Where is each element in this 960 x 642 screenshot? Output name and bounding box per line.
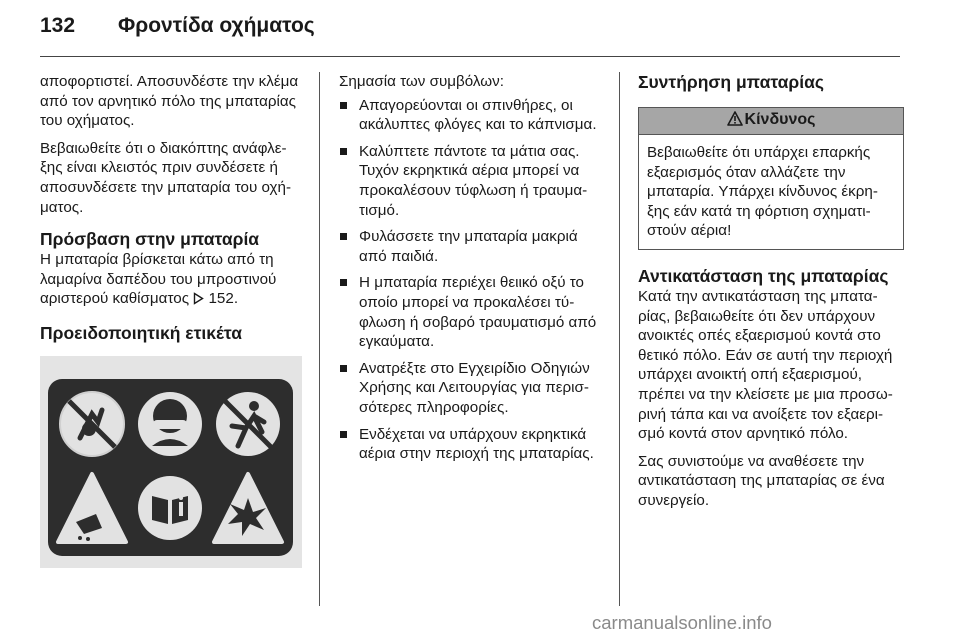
list-item (339, 359, 607, 418)
header-divider (40, 56, 900, 57)
list-item (339, 96, 607, 135)
list-item (339, 142, 607, 220)
page-reference-number: 152. (208, 290, 239, 308)
list-item-text: Η μπαταρία περιέχει θειικό οξύ το οποίο μπορεί να προκαλέσει τύ- φλωση ή σοβαρό τραυματισμό από εγκαύματα. (359, 274, 597, 351)
column-middle (339, 72, 607, 471)
column-divider-2 (619, 72, 620, 606)
watermark: carmanualsonline.info (592, 612, 772, 633)
symbols-intro: Σημασία των συμβόλων: (339, 73, 504, 90)
danger-text: Βεβαιωθείτε ότι υπάρχει επαρκής εξαερισμός όταν αλλάζετε την μπαταρία. Υπάρχει κίνδυνος έκρη- ξης εάν κατά τη φόρτιση σχηματι- στούν αέρια! (647, 144, 878, 240)
bullet-icon (340, 148, 347, 155)
column-right (638, 72, 904, 519)
warning-label-graphic (40, 356, 302, 568)
page-title: Φροντίδα οχήματος (118, 14, 315, 37)
page-reference-icon (193, 291, 204, 311)
danger-box (638, 107, 904, 250)
bullet-icon (340, 431, 347, 438)
paragraph-replacement: Κατά την αντικατάσταση της μπατα- ρίας, βεβαιωθείτε ότι δεν υπάρχουν ανοικτές οπές εξαερισμού κοντά στο θετικό πόλο. Εάν σε αυτή την περιοχή υπάρχει ανοικτή οπή εξαερισμού, πρέπει να την κλείσετε με μια προσω- ρινή τάπα και να ανοίξετε τον εξαερι- σμό κοντά στον αρνητικό πόλο. (638, 287, 893, 443)
bullet-icon (340, 365, 347, 372)
list-item (339, 425, 607, 464)
column-divider-1 (319, 72, 320, 606)
warning-label-image (40, 356, 302, 568)
list-item-text: Ανατρέξτε στο Εγχειρίδιο Οδηγιών Χρήσης και Λειτουργίας για περισ- σότερες πληροφορίες. (359, 359, 590, 416)
page-header (40, 14, 900, 50)
heading-battery-replacement: Αντικατάσταση της μπαταρίας (638, 265, 889, 286)
bullet-icon (340, 102, 347, 109)
bullet-icon (340, 279, 347, 286)
bullet-icon (340, 233, 347, 240)
paragraph-workshop: Σας συνιστούμε να αναθέσετε την αντικατάσταση της μπαταρίας σε ένα συνεργείο. (638, 452, 885, 509)
list-item-text: Ενδέχεται να υπάρχουν εκρηκτικά αέρια στην περιοχή της μπαταρίας. (359, 425, 594, 463)
list-item-text: Καλύπτετε πάντοτε τα μάτια σας. Τυχόν εκρηκτικά αέρια μπορεί να προκαλέσουν τύφλωση ή τραυμα- τισμό. (359, 142, 588, 219)
heading-battery-maintenance: Συντήρηση μπαταρίας (638, 72, 824, 92)
paragraph-ignition: Βεβαιωθείτε ότι ο διακόπτης ανάφλε- ξης είναι κλειστός πριν συνδέσετε ή αποσυνδέσετε την μπαταρία του οχή- ματος. (40, 139, 292, 216)
list-item-text: Απαγορεύονται οι σπινθήρες, οι ακάλυπτες φλόγες και το κάπνισμα. (359, 96, 597, 134)
symbol-list (339, 96, 607, 464)
page-number: 132 (40, 14, 76, 37)
heading-battery-access: Πρόσβαση στην μπαταρία (40, 229, 260, 250)
list-item-text: Φυλάσσετε την μπαταρία μακριά από παιδιά. (359, 228, 578, 265)
heading-warning-label: Προειδοποιητική ετικέτα (40, 322, 242, 343)
battery-location-text: Η μπαταρία βρίσκεται κάτω από τη λαμαρίνα δαπέδου του μπροστινού αριστερού καθίσματος (40, 251, 277, 308)
warning-triangle-icon (727, 111, 743, 126)
danger-title: Κίνδυνος (744, 111, 816, 128)
list-item (339, 273, 607, 351)
list-item (339, 227, 607, 266)
paragraph-battery-location (40, 250, 308, 311)
column-left (40, 72, 308, 568)
paragraph-disconnect: αποφορτιστεί. Αποσυνδέστε την κλέμα από τον αρνητικό πόλο της μπαταρίας του οχήματος. (40, 73, 299, 130)
danger-header (639, 108, 903, 135)
